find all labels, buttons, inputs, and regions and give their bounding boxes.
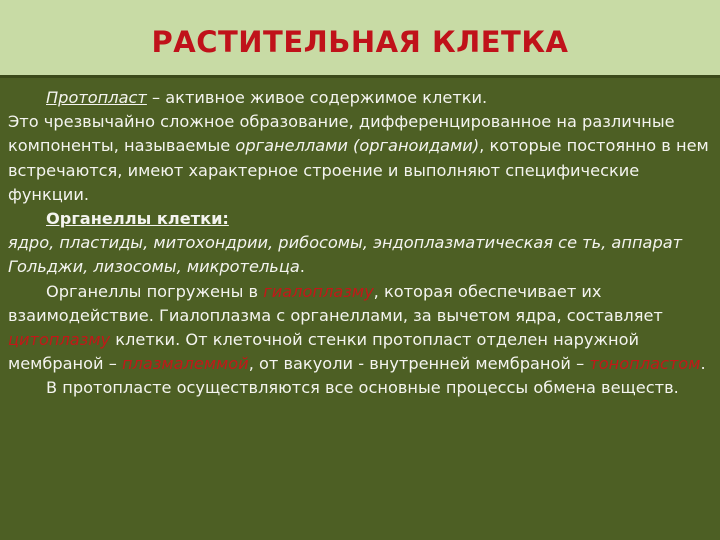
metabolism-text: В протопласте осуществляются все основные процессы обмена веществ.	[46, 378, 679, 398]
hyaloplasm-text-5: .	[700, 354, 706, 374]
content-panel	[0, 75, 720, 540]
term-hyaloplasm: гиалоплазму	[263, 281, 374, 301]
paragraph-organelles-list	[8, 231, 712, 279]
hyaloplasm-text-1: Органеллы погружены в	[46, 281, 264, 301]
slide-title: РАСТИТЕЛЬНАЯ КЛЕТКА	[151, 24, 569, 59]
hyaloplasm-text-4: , от вакуоли - внутренней мембраной –	[248, 354, 590, 374]
paragraph-protoplast-desc	[8, 110, 712, 207]
organelles-list: ядро, пластиды, митохондрии, рибосомы, эндоплазматическая се ть, аппарат Гольджи, лизосомы, микротельца	[8, 233, 683, 277]
term-tonoplast: тонопластом	[589, 354, 701, 374]
protoplast-desc-end: , которые постоянно в нем встречаются, имеют характерное строение и выполняют специфические функции.	[8, 136, 709, 204]
organelles-heading: Органеллы клетки:	[46, 209, 229, 229]
hyaloplasm-text-3: клетки. От клеточной стенки протопласт отделен наружной мембраной –	[8, 330, 640, 374]
term-organelles: органеллами (органоидами)	[235, 136, 480, 156]
protoplast-desc-text: Это чрезвычайно сложное образование, дифференцированное на различные компоненты, называемые	[8, 112, 675, 156]
protoplast-definition: – активное живое содержимое клетки.	[146, 88, 488, 107]
term-protoplast: Протопласт	[46, 88, 147, 107]
term-cytoplasm: цитоплазму	[8, 330, 111, 350]
term-plasmalemma: плазмалеммой	[121, 354, 249, 374]
paragraph-organelles-heading	[8, 207, 712, 231]
paragraph-hyaloplasm	[8, 280, 712, 377]
organelles-list-end: .	[299, 257, 305, 277]
paragraph-metabolism	[8, 376, 712, 400]
hyaloplasm-text-2: , которая обеспечивает их взаимодействие. Гиалоплазма с органеллами, за вычетом ядра, составляет	[8, 281, 663, 325]
paragraph-protoplast	[8, 86, 712, 110]
title-bar	[0, 0, 720, 75]
